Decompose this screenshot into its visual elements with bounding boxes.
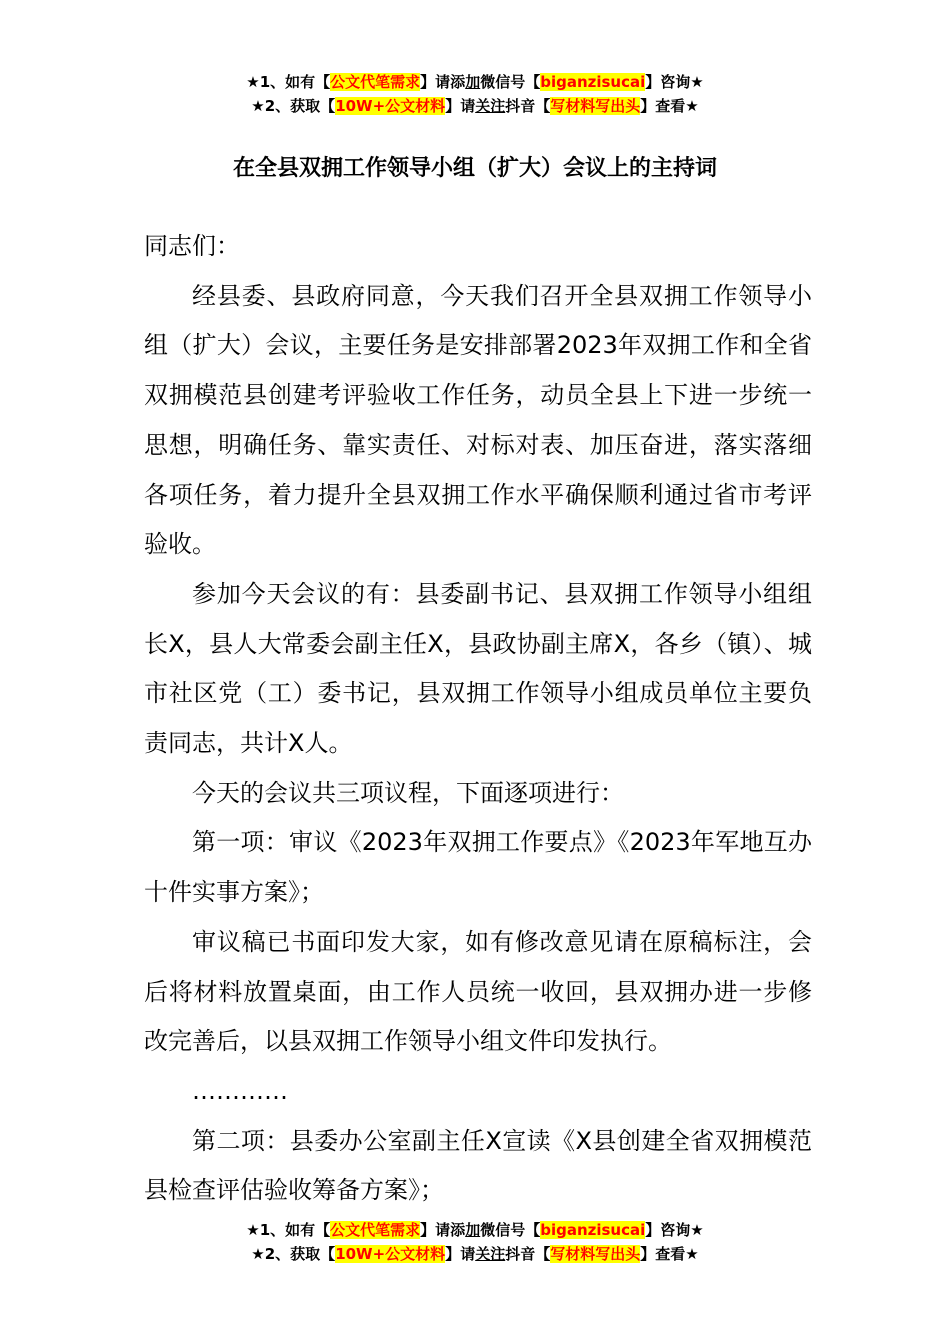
promo-banner-bottom [0,1218,950,1266]
promo-douyin-id: 写材料写出头 [550,1245,641,1263]
document-body [144,222,812,1216]
promo-wechat-id: biganzisucai [540,1221,646,1239]
promo-highlight: 公文代笔需求 [330,1221,421,1239]
greeting: 同志们： [144,232,240,260]
promo-text: 】查看★ [640,1245,699,1263]
promo-text: 抖音【 [505,97,551,115]
promo-douyin-id: 写材料写出头 [550,97,641,115]
promo-underline: 加 [465,1221,481,1239]
document-title: 在全县双拥工作领导小组（扩大）会议上的主持词 [232,156,717,181]
promo-text: 】咨询★ [645,73,704,91]
promo-line-1 [0,70,950,94]
paragraph-intro: 经县委、县政府同意，今天我们召开全县双拥工作领导小组（扩大）会议，主要任务是安排部署2023年双拥工作和全省双拥模范县创建考评验收工作任务，动员全县上下进一步统一思想，明确任务、靠实责任、对标对表、加压奋进，落实落细各项任务，着力提升全县双拥工作水平确保顺利通过省市考评验收。 [144,281,812,559]
promo-text: ★2、获取【 [251,1245,336,1263]
promo-line-2 [0,1242,950,1266]
promo-text: ★1、如有【 [246,1221,331,1239]
promo-banner-top [0,70,950,118]
paragraph-agenda: 今天的会议共三项议程，下面逐项进行： [192,778,624,807]
promo-text: ★1、如有【 [246,73,331,91]
paragraph-item-1-note: 审议稿已书面印发大家，如有修改意见请在原稿标注，会后将材料放置桌面，由工作人员统一收回，县双拥办进一步修改完善后，以县双拥工作领导小组文件印发执行。 [144,927,812,1056]
promo-text: ★2、获取【 [251,97,336,115]
paragraph-item-1: 第一项：审议《2023年双拥工作要点》《2023年军地互办十件实事方案》； [144,828,812,907]
promo-text: 】查看★ [640,97,699,115]
promo-text: 】请 [445,97,476,115]
promo-underline: 关注 [475,97,506,115]
promo-text: 】请 [445,1245,476,1263]
promo-highlight: 公文代笔需求 [330,73,421,91]
promo-text: 微信号【 [480,73,541,91]
promo-text: 】请添 [420,73,466,91]
promo-text: 】咨询★ [645,1221,704,1239]
promo-wechat-id: biganzisucai [540,73,646,91]
promo-underline: 加 [465,73,481,91]
promo-text: 微信号【 [480,1221,541,1239]
promo-text: 抖音【 [505,1245,551,1263]
promo-highlight: 10W+公文材料 [335,97,446,115]
paragraph-ellipsis: ………… [192,1076,288,1105]
paragraph-attendees: 参加今天会议的有：县委副书记、县双拥工作领导小组组长X，县人大常委会副主任X，县政协副主席X，各乡（镇）、城市社区党（工）委书记，县双拥工作领导小组成员单位主要负责同志，共计X人。 [144,579,812,758]
promo-underline: 关注 [475,1245,506,1263]
promo-line-2 [0,94,950,118]
promo-highlight: 10W+公文材料 [335,1245,446,1263]
promo-text: 】请添 [420,1221,466,1239]
promo-line-1 [0,1218,950,1242]
paragraph-item-2: 第二项：县委办公室副主任X宣读《X县创建全省双拥模范县检查评估验收筹备方案》； [144,1126,812,1205]
